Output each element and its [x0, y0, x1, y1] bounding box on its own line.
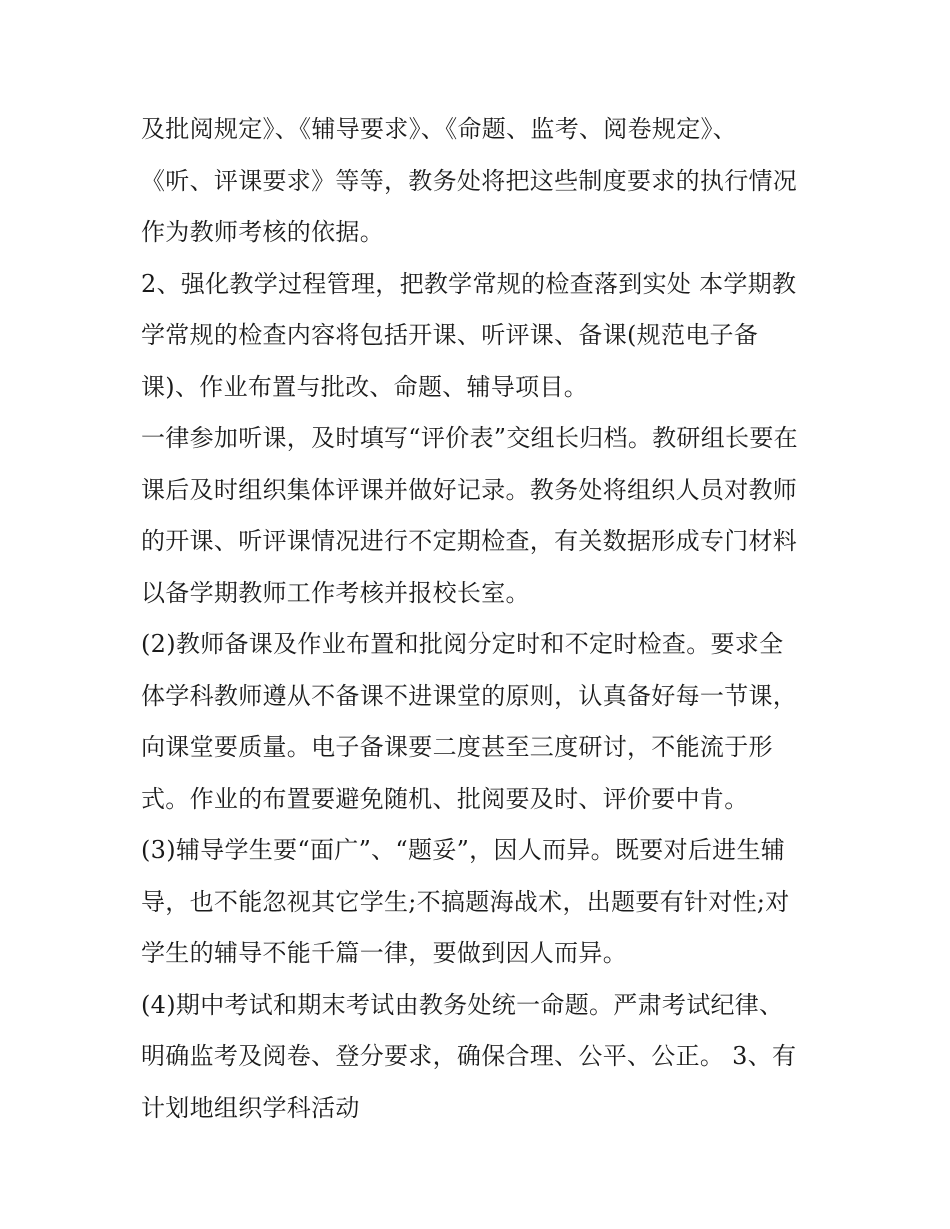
text-line: (2)教师备课及作业布置和批阅分定时和不定时检查。要求全 [141, 630, 784, 658]
text-line: 以备学期教师工作考核并报校长室。 [141, 578, 530, 607]
text-line: (3)辅导学生要“面广”、“题妥”，因人而异。既要对后进生辅 [141, 836, 786, 864]
text-line: 及批阅规定》、《辅导要求》、《命题、监考、阅卷规定》、 [141, 115, 738, 143]
text-line: 导，也不能忽视其它学生;不搞题海战术，出题要有针对性;对 [141, 887, 790, 916]
text-line: 一律参加听课，及时填写“评价表”交组长归档。教研组长要在 [141, 424, 798, 452]
text-line: 明确监考及阅卷、登分要求，确保合理、公平、公正。 3、有 [141, 1042, 797, 1070]
text-line: 作为教师考核的依据。 [141, 218, 384, 246]
text-line: 式。作业的布置要避免随机、批阅要及时、评价要中肯。 [141, 784, 749, 813]
text-line: (4)期中考试和期末考试由教务处统一命题。严肃考试纪律、 [141, 990, 784, 1019]
text-line: 的开课、听评课情况进行不定期检查，有关数据形成专门材料 [141, 527, 798, 555]
text-line: 计划地组织学科活动 [141, 1093, 360, 1122]
text-line: 课)、作业布置与批改、命题、辅导项目。 [141, 372, 589, 401]
text-line: 学常规的检查内容将包括开课、听评课、备课(规范电子备 [141, 321, 759, 349]
text-line: 向课堂要质量。电子备课要二度甚至三度研讨，不能流于形 [141, 733, 773, 761]
text-line: 2、强化教学过程管理，把教学常规的检查落到实处 本学期教 [141, 269, 797, 298]
text-line: 体学科教师遵从不备课不进课堂的原则，认真备好每一节课， [141, 681, 798, 710]
text-line: 学生的辅导不能千篇一律，要做到因人而异。 [141, 939, 627, 967]
text-line: 课后及时组织集体评课并做好记录。教务处将组织人员对教师 [141, 475, 798, 504]
text-line: 《听、评课要求》等等，教务处将把这些制度要求的执行情况 [141, 166, 798, 195]
document-body-text [141, 104, 821, 1134]
